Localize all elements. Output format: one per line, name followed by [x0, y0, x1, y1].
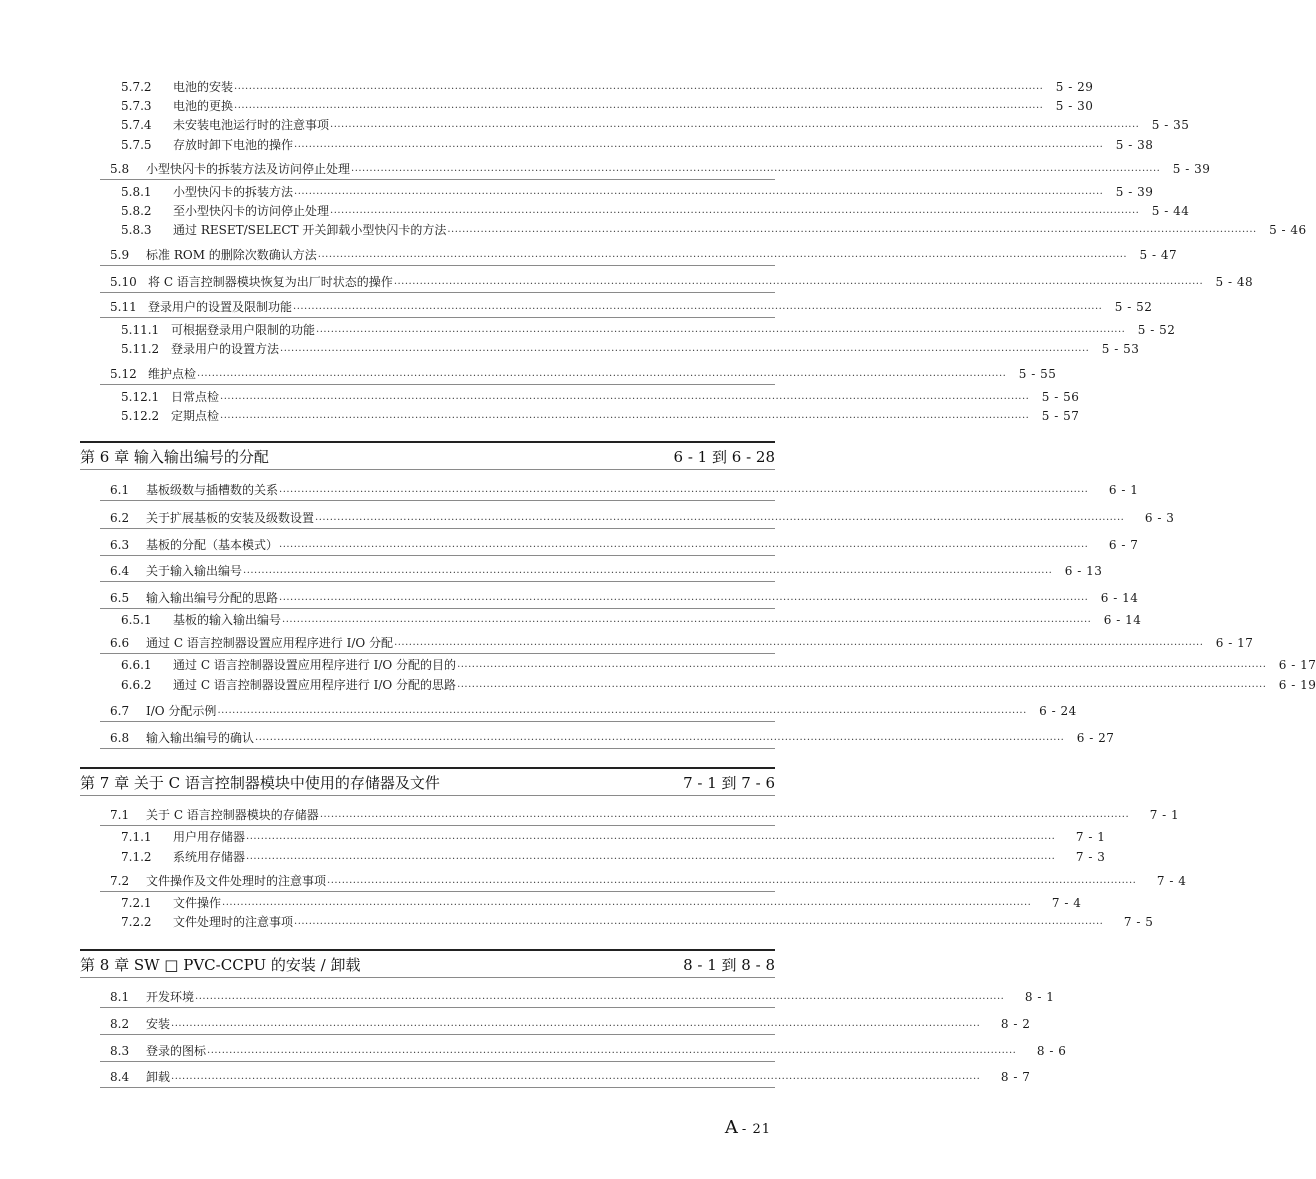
section-rule	[100, 1061, 775, 1062]
toc-subsection-entry[interactable]	[121, 913, 1154, 929]
toc-section-entry[interactable]	[110, 806, 1180, 822]
dot-leader: ............................................................................................................................................................................................................................	[330, 205, 1140, 216]
section-number: 5.7.3	[121, 99, 152, 113]
section-rule	[100, 384, 775, 385]
page-reference: 6 - 17	[1278, 658, 1316, 672]
toc-section-entry[interactable]	[110, 1068, 1031, 1084]
section-rule	[100, 528, 775, 529]
section-title: 基板的输入输出编号	[173, 613, 282, 627]
dot-leader: ............................................................................................................................................................................................................................	[279, 592, 1089, 603]
section-number: 6.8	[110, 731, 130, 745]
section-title: 定期点检	[171, 409, 220, 423]
section-title: 系统用存储器	[173, 850, 246, 864]
chapter-page-range: 6 - 1 到 6 - 28	[673, 448, 775, 466]
dot-leader: ............................................................................................................................................................................................................................	[394, 637, 1204, 648]
page-reference: 8 - 1	[1024, 990, 1055, 1004]
section-number: 6.5	[110, 591, 130, 605]
page-reference: 5 - 46	[1269, 223, 1307, 237]
section-rule	[100, 1087, 775, 1088]
dot-leader: ............................................................................................................................................................................................................................	[207, 1045, 1017, 1056]
section-title: 标准 ROM 的删除次数确认方法	[146, 248, 317, 262]
section-title: 基板的分配（基本模式）	[146, 538, 279, 552]
toc-subsection-entry[interactable]	[121, 828, 1106, 844]
section-title: 卸载	[146, 1070, 171, 1084]
toc-section-entry[interactable]	[110, 988, 1055, 1004]
dot-leader: ............................................................................................................................................................................................................................	[294, 186, 1104, 197]
toc-section-entry[interactable]	[110, 273, 1254, 289]
page-reference: 6 - 17	[1215, 636, 1254, 650]
toc-section-entry[interactable]	[110, 872, 1187, 888]
dot-leader: ............................................................................................................................................................................................................................	[220, 391, 1030, 402]
toc-subsection-entry[interactable]	[121, 78, 1094, 94]
section-title: 未安装电池运行时的注意事项	[173, 118, 330, 132]
dot-leader: ............................................................................................................................................................................................................................	[243, 565, 1053, 576]
section-number: 6.7	[110, 704, 130, 718]
section-number: 7.2.2	[121, 915, 152, 929]
page-reference: 5 - 53	[1101, 342, 1140, 356]
page-reference: 5 - 56	[1041, 390, 1080, 404]
section-number: 5.10	[110, 275, 137, 289]
dot-leader: ............................................................................................................................................................................................................................	[234, 100, 1044, 111]
section-rule	[100, 179, 775, 180]
page-reference: 5 - 38	[1115, 138, 1154, 152]
section-number: 5.8.1	[121, 185, 152, 199]
section-rule	[100, 265, 775, 266]
page-reference: 5 - 47	[1139, 248, 1178, 262]
toc-subsection-entry[interactable]	[121, 221, 1307, 237]
page-reference: 7 - 4	[1051, 896, 1082, 910]
toc-section-entry[interactable]	[110, 634, 1254, 650]
page-reference: 5 - 52	[1137, 323, 1176, 337]
page-reference: 5 - 52	[1114, 300, 1153, 314]
section-number: 7.1.1	[121, 830, 152, 844]
dot-leader: ............................................................................................................................................................................................................................	[294, 139, 1104, 150]
page-number-value: - 21	[741, 1122, 771, 1137]
dot-leader: ............................................................................................................................................................................................................................	[282, 614, 1092, 625]
dot-leader: ............................................................................................................................................................................................................................	[280, 343, 1090, 354]
section-title: 用户用存储器	[173, 830, 246, 844]
section-number: 5.7.4	[121, 118, 152, 132]
toc-section-entry[interactable]	[110, 729, 1115, 745]
section-number: 6.2	[110, 511, 130, 525]
section-title: 文件处理时的注意事项	[173, 915, 294, 929]
section-number: 7.2.1	[121, 896, 152, 910]
toc-subsection-entry[interactable]	[121, 321, 1176, 337]
section-number: 6.6.1	[121, 658, 152, 672]
section-title: 基板级数与插槽数的关系	[146, 483, 279, 497]
section-title: 安装	[146, 1017, 171, 1031]
toc-subsection-entry[interactable]	[121, 848, 1106, 864]
dot-leader: ............................................................................................................................................................................................................................	[317, 249, 1128, 260]
section-number: 6.6.2	[121, 678, 152, 692]
section-rule	[100, 891, 775, 892]
toc-subsection-entry[interactable]	[121, 676, 1316, 692]
toc-section-entry[interactable]	[110, 1015, 1031, 1031]
dot-leader: ............................................................................................................................................................................................................................	[195, 991, 1005, 1002]
dot-leader: ............................................................................................................................................................................................................................	[246, 831, 1056, 842]
section-rule	[100, 292, 775, 293]
dot-leader: ............................................................................................................................................................................................................................	[222, 897, 1032, 908]
section-number: 5.9	[110, 248, 130, 262]
page-reference: 6 - 24	[1039, 704, 1077, 718]
section-number: 8.3	[110, 1044, 130, 1058]
section-number: 5.8.2	[121, 204, 152, 218]
toc-section-entry[interactable]	[110, 562, 1103, 578]
dot-leader: ............................................................................................................................................................................................................................	[255, 732, 1065, 743]
chapter-page-range: 8 - 1 到 8 - 8	[683, 956, 775, 974]
page-reference: 6 - 19	[1278, 678, 1316, 692]
dot-leader: ............................................................................................................................................................................................................................	[330, 119, 1140, 130]
section-number: 7.2	[110, 874, 130, 888]
toc-section-entry[interactable]	[110, 481, 1139, 497]
section-number: 6.3	[110, 538, 130, 552]
section-title: 登录用户的设置及限制功能	[148, 300, 293, 314]
section-number: 5.12.1	[121, 390, 160, 404]
page-reference: 8 - 7	[1000, 1070, 1031, 1084]
dot-leader: ............................................................................................................................................................................................................................	[234, 81, 1044, 92]
page-reference: 6 - 3	[1144, 511, 1175, 525]
toc-subsection-entry[interactable]	[121, 407, 1080, 423]
section-title: 文件操作	[173, 896, 222, 910]
toc-subsection-entry[interactable]	[121, 894, 1082, 910]
dot-leader: ............................................................................................................................................................................................................................	[316, 324, 1126, 335]
page-reference: 5 - 48	[1215, 275, 1254, 289]
dot-leader: ............................................................................................................................................................................................................................	[457, 659, 1267, 670]
toc-section-entry[interactable]	[110, 536, 1139, 552]
section-rule	[100, 1034, 775, 1035]
section-number: 5.12	[110, 367, 137, 381]
chapter-title: 第 6 章 输入输出编号的分配	[80, 448, 269, 466]
page-reference: 6 - 27	[1076, 731, 1115, 745]
chapter-heading[interactable]	[80, 771, 775, 793]
page-reference: 7 - 1	[1149, 808, 1180, 822]
toc-section-entry[interactable]	[110, 1042, 1067, 1058]
section-title: 可根据登录用户限制的功能	[171, 323, 316, 337]
section-title: 小型快闪卡的拆装方法及访问停止处理	[146, 162, 351, 176]
toc-section-entry[interactable]	[110, 509, 1175, 525]
section-number: 5.7.2	[121, 80, 152, 94]
page-reference: 5 - 57	[1041, 409, 1080, 423]
page-reference: 5 - 39	[1172, 162, 1211, 176]
toc-section-entry[interactable]	[110, 160, 1211, 176]
section-title: 关于输入输出编号	[146, 564, 243, 578]
page-reference: 6 - 1	[1108, 483, 1139, 497]
section-title: 通过 RESET/SELECT 开关卸载小型快闪卡的方法	[173, 223, 447, 237]
dot-leader: ............................................................................................................................................................................................................................	[171, 1071, 981, 1082]
toc-subsection-entry[interactable]	[121, 183, 1154, 199]
section-title: 日常点检	[171, 390, 220, 404]
section-rule	[100, 500, 775, 501]
section-title: 小型快闪卡的拆装方法	[173, 185, 294, 199]
dot-leader: ............................................................................................................................................................................................................................	[217, 705, 1027, 716]
section-title: I/O 分配示例	[146, 704, 217, 718]
section-title: 登录用户的设置方法	[171, 342, 280, 356]
dot-leader: ............................................................................................................................................................................................................................	[293, 301, 1103, 312]
section-title: 输入输出编号分配的思路	[146, 591, 279, 605]
chapter-heading[interactable]	[80, 953, 775, 975]
section-title: 维护点检	[148, 367, 197, 381]
page-reference: 5 - 39	[1115, 185, 1154, 199]
page-reference: 7 - 3	[1075, 850, 1106, 864]
dot-leader: ............................................................................................................................................................................................................................	[447, 224, 1257, 235]
page-reference: 6 - 13	[1064, 564, 1103, 578]
page-reference: 8 - 2	[1000, 1017, 1031, 1031]
page-reference: 6 - 14	[1103, 613, 1142, 627]
chapter-rule	[80, 441, 775, 443]
toc-subsection-entry[interactable]	[121, 136, 1154, 152]
toc-section-entry[interactable]	[110, 298, 1153, 314]
toc-subsection-entry[interactable]	[121, 202, 1190, 218]
section-title: 通过 C 语言控制器设置应用程序进行 I/O 分配的思路	[173, 678, 457, 692]
section-number: 8.2	[110, 1017, 130, 1031]
page-reference: 5 - 44	[1151, 204, 1190, 218]
section-rule	[100, 317, 775, 318]
section-number: 5.8	[110, 162, 130, 176]
section-number: 5.11.1	[121, 323, 160, 337]
chapter-page-range: 7 - 1 到 7 - 6	[683, 774, 775, 792]
toc-subsection-entry[interactable]	[121, 611, 1142, 627]
section-title: 存放时卸下电池的操作	[173, 138, 294, 152]
toc-section-entry[interactable]	[110, 589, 1139, 605]
toc-subsection-entry[interactable]	[121, 97, 1094, 113]
page-reference: 6 - 7	[1108, 538, 1139, 552]
page-reference: 5 - 35	[1151, 118, 1190, 132]
section-number: 7.1.2	[121, 850, 152, 864]
page-reference: 7 - 5	[1123, 915, 1154, 929]
dot-leader: ............................................................................................................................................................................................................................	[294, 916, 1104, 927]
toc-subsection-entry[interactable]	[121, 340, 1140, 356]
section-rule	[100, 825, 775, 826]
dot-leader: ............................................................................................................................................................................................................................	[197, 368, 1007, 379]
toc-subsection-entry[interactable]	[121, 388, 1080, 404]
page-number	[725, 1117, 771, 1138]
section-rule	[100, 721, 775, 722]
chapter-underline	[80, 795, 775, 796]
dot-leader: ............................................................................................................................................................................................................................	[327, 875, 1137, 886]
page-reference: 7 - 1	[1075, 830, 1106, 844]
page-reference: 7 - 4	[1156, 874, 1187, 888]
section-number: 6.4	[110, 564, 130, 578]
section-rule	[100, 608, 775, 609]
page-reference: 5 - 30	[1055, 99, 1094, 113]
section-number: 8.4	[110, 1070, 130, 1084]
dot-leader: ............................................................................................................................................................................................................................	[315, 512, 1125, 523]
dot-leader: ............................................................................................................................................................................................................................	[279, 539, 1089, 550]
section-rule	[100, 748, 775, 749]
section-title: 文件操作及文件处理时的注意事项	[146, 874, 327, 888]
chapter-title: 第 7 章 关于 C 语言控制器模块中使用的存储器及文件	[80, 774, 440, 792]
toc-section-entry[interactable]	[110, 246, 1178, 262]
section-rule	[100, 581, 775, 582]
section-number: 8.1	[110, 990, 130, 1004]
section-title: 至小型快闪卡的访问停止处理	[173, 204, 330, 218]
toc-subsection-entry[interactable]	[121, 116, 1190, 132]
page-reference: 5 - 55	[1018, 367, 1057, 381]
section-title: 将 C 语言控制器模块恢复为出厂时状态的操作	[148, 275, 393, 289]
section-title: 电池的更换	[173, 99, 234, 113]
dot-leader: ............................................................................................................................................................................................................................	[246, 851, 1056, 862]
dot-leader: ............................................................................................................................................................................................................................	[457, 679, 1267, 690]
dot-leader: ............................................................................................................................................................................................................................	[220, 410, 1030, 421]
section-rule	[100, 1007, 775, 1008]
section-number: 5.12.2	[121, 409, 160, 423]
toc-section-entry[interactable]	[110, 365, 1057, 381]
page-reference: 6 - 14	[1100, 591, 1139, 605]
section-number: 5.7.5	[121, 138, 152, 152]
section-title: 输入输出编号的确认	[146, 731, 255, 745]
chapter-underline	[80, 469, 775, 470]
dot-leader: ............................................................................................................................................................................................................................	[319, 809, 1130, 820]
section-title: 登录的图标	[146, 1044, 207, 1058]
dot-leader: ............................................................................................................................................................................................................................	[351, 163, 1161, 174]
section-rule	[100, 653, 775, 654]
toc-subsection-entry[interactable]	[121, 656, 1316, 672]
chapter-heading[interactable]	[80, 445, 775, 467]
section-number: 6.1	[110, 483, 130, 497]
chapter-rule	[80, 949, 775, 951]
section-title: 通过 C 语言控制器设置应用程序进行 I/O 分配	[146, 636, 394, 650]
chapter-rule	[80, 767, 775, 769]
section-title: 开发环境	[146, 990, 195, 1004]
section-title: 通过 C 语言控制器设置应用程序进行 I/O 分配的目的	[173, 658, 457, 672]
dot-leader: ............................................................................................................................................................................................................................	[171, 1018, 981, 1029]
page-reference: 8 - 6	[1036, 1044, 1067, 1058]
section-number: 5.8.3	[121, 223, 152, 237]
dot-leader: ............................................................................................................................................................................................................................	[393, 276, 1204, 287]
page-number-prefix: A	[724, 1117, 738, 1138]
chapter-underline	[80, 977, 775, 978]
section-number: 6.5.1	[121, 613, 152, 627]
section-title: 关于扩展基板的安装及级数设置	[146, 511, 315, 525]
section-rule	[100, 555, 775, 556]
page-reference: 5 - 29	[1055, 80, 1094, 94]
section-number: 6.6	[110, 636, 130, 650]
section-title: 电池的安装	[173, 80, 234, 94]
section-number: 5.11.2	[121, 342, 160, 356]
dot-leader: ............................................................................................................................................................................................................................	[279, 484, 1089, 495]
toc-section-entry[interactable]	[110, 702, 1077, 718]
section-number: 7.1	[110, 808, 130, 822]
section-title: 关于 C 语言控制器模块的存储器	[146, 808, 319, 822]
chapter-title: 第 8 章 SW □ PVC-CCPU 的安装 / 卸载	[80, 956, 361, 974]
section-number: 5.11	[110, 300, 137, 314]
